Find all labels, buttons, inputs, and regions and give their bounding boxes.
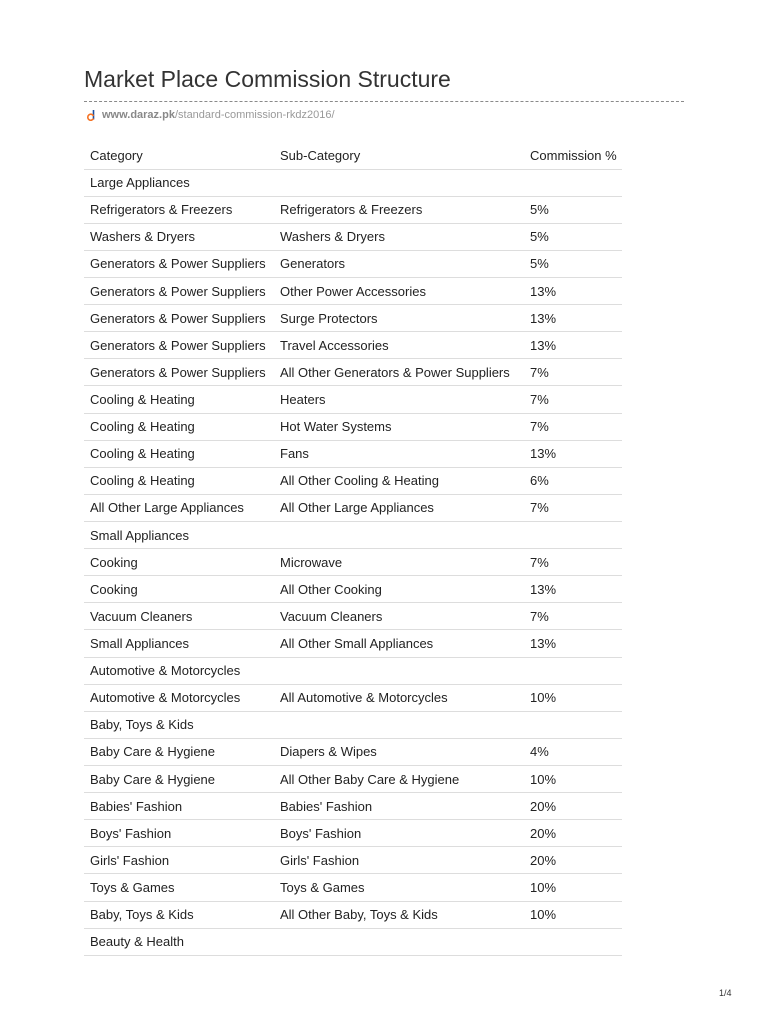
table-row xyxy=(84,359,622,386)
commission-cell xyxy=(524,711,622,738)
table-row xyxy=(84,332,622,359)
sub-category-cell: Travel Accessories xyxy=(274,332,524,359)
sub-category-cell: Boys' Fashion xyxy=(274,820,524,847)
table-row xyxy=(84,440,622,467)
sub-category-cell: Babies' Fashion xyxy=(274,793,524,820)
commission-cell: 13% xyxy=(524,630,622,657)
table-row xyxy=(84,223,622,250)
category-cell: Refrigerators & Freezers xyxy=(84,196,274,223)
category-cell: Automotive & Motorcycles xyxy=(84,657,274,684)
table-row xyxy=(84,901,622,928)
commission-cell: 20% xyxy=(524,793,622,820)
source-domain[interactable]: www.daraz.pk xyxy=(102,109,175,121)
category-cell: Baby Care & Hygiene xyxy=(84,766,274,793)
table-row xyxy=(84,820,622,847)
category-cell: Toys & Games xyxy=(84,874,274,901)
table-header-row xyxy=(84,142,622,169)
table-row xyxy=(84,305,622,332)
category-cell: Cooling & Heating xyxy=(84,467,274,494)
sub-category-cell xyxy=(274,711,524,738)
category-cell: Large Appliances xyxy=(84,169,274,196)
commission-cell: 13% xyxy=(524,332,622,359)
category-cell: Cooking xyxy=(84,549,274,576)
sub-category-cell: Refrigerators & Freezers xyxy=(274,196,524,223)
table-row xyxy=(84,874,622,901)
category-cell: Generators & Power Suppliers xyxy=(84,250,274,277)
category-cell: Babies' Fashion xyxy=(84,793,274,820)
commission-cell: 5% xyxy=(524,196,622,223)
table-row xyxy=(84,793,622,820)
category-cell: Boys' Fashion xyxy=(84,820,274,847)
sub-category-cell: All Other Cooling & Heating xyxy=(274,467,524,494)
source-path[interactable]: /standard-commission-rkdz2016/ xyxy=(174,109,335,121)
header-category: Category xyxy=(84,142,274,169)
sub-category-cell xyxy=(274,657,524,684)
commission-cell: 5% xyxy=(524,223,622,250)
table-row xyxy=(84,494,622,521)
sub-category-cell: All Other Small Appliances xyxy=(274,630,524,657)
sub-category-cell xyxy=(274,169,524,196)
commission-cell: 7% xyxy=(524,359,622,386)
commission-cell: 10% xyxy=(524,874,622,901)
category-cell: Automotive & Motorcycles xyxy=(84,684,274,711)
commission-cell: 10% xyxy=(524,901,622,928)
header-sub-category: Sub-Category xyxy=(274,142,524,169)
header-commission: Commission % xyxy=(524,142,622,169)
category-cell: Cooling & Heating xyxy=(84,440,274,467)
table-row xyxy=(84,657,622,684)
category-cell: Generators & Power Suppliers xyxy=(84,332,274,359)
commission-cell xyxy=(524,169,622,196)
category-cell: Washers & Dryers xyxy=(84,223,274,250)
commission-cell: 4% xyxy=(524,738,622,765)
commission-cell xyxy=(524,657,622,684)
sub-category-cell: Diapers & Wipes xyxy=(274,738,524,765)
sub-category-cell: All Other Generators & Power Suppliers xyxy=(274,359,524,386)
commission-cell: 7% xyxy=(524,603,622,630)
category-cell: Cooking xyxy=(84,576,274,603)
table-row xyxy=(84,711,622,738)
sub-category-cell: Microwave xyxy=(274,549,524,576)
table-row xyxy=(84,169,622,196)
sub-category-cell: Heaters xyxy=(274,386,524,413)
commission-cell: 20% xyxy=(524,847,622,874)
commission-cell: 13% xyxy=(524,440,622,467)
sub-category-cell: All Other Baby, Toys & Kids xyxy=(274,901,524,928)
source-line xyxy=(86,108,335,122)
table-row xyxy=(84,549,622,576)
table-row xyxy=(84,278,622,305)
sub-category-cell: All Automotive & Motorcycles xyxy=(274,684,524,711)
sub-category-cell: Fans xyxy=(274,440,524,467)
sub-category-cell: Toys & Games xyxy=(274,874,524,901)
category-cell: Small Appliances xyxy=(84,522,274,549)
sub-category-cell: All Other Baby Care & Hygiene xyxy=(274,766,524,793)
category-cell: Generators & Power Suppliers xyxy=(84,359,274,386)
table-row xyxy=(84,847,622,874)
category-cell: Small Appliances xyxy=(84,630,274,657)
category-cell: Girls' Fashion xyxy=(84,847,274,874)
sub-category-cell: Girls' Fashion xyxy=(274,847,524,874)
sub-category-cell: Surge Protectors xyxy=(274,305,524,332)
sub-category-cell: Vacuum Cleaners xyxy=(274,603,524,630)
sub-category-cell: Washers & Dryers xyxy=(274,223,524,250)
table-row xyxy=(84,196,622,223)
sub-category-cell: Other Power Accessories xyxy=(274,278,524,305)
page-title: Market Place Commission Structure xyxy=(84,66,451,92)
category-cell: Baby, Toys & Kids xyxy=(84,901,274,928)
commission-cell: 7% xyxy=(524,494,622,521)
table-row xyxy=(84,522,622,549)
commission-cell: 7% xyxy=(524,413,622,440)
table-row xyxy=(84,630,622,657)
commission-cell: 5% xyxy=(524,250,622,277)
table-row xyxy=(84,467,622,494)
sub-category-cell: All Other Cooking xyxy=(274,576,524,603)
category-cell: Beauty & Health xyxy=(84,928,274,955)
category-cell: Baby Care & Hygiene xyxy=(84,738,274,765)
commission-cell: 13% xyxy=(524,278,622,305)
table-row xyxy=(84,413,622,440)
commission-cell: 7% xyxy=(524,549,622,576)
commission-table xyxy=(84,142,622,956)
category-cell: Generators & Power Suppliers xyxy=(84,305,274,332)
commission-cell: 10% xyxy=(524,766,622,793)
commission-cell: 20% xyxy=(524,820,622,847)
sub-category-cell: All Other Large Appliances xyxy=(274,494,524,521)
sub-category-cell: Generators xyxy=(274,250,524,277)
sub-category-cell xyxy=(274,928,524,955)
commission-cell: 6% xyxy=(524,467,622,494)
table-row xyxy=(84,738,622,765)
page-number: 1/4 xyxy=(719,988,732,998)
title-divider xyxy=(84,101,684,102)
category-cell: Generators & Power Suppliers xyxy=(84,278,274,305)
commission-cell: 10% xyxy=(524,684,622,711)
daraz-logo-icon xyxy=(86,109,95,121)
commission-cell: 13% xyxy=(524,576,622,603)
table-row xyxy=(84,766,622,793)
commission-cell xyxy=(524,522,622,549)
category-cell: Cooling & Heating xyxy=(84,413,274,440)
commission-cell xyxy=(524,928,622,955)
commission-cell: 7% xyxy=(524,386,622,413)
category-cell: Vacuum Cleaners xyxy=(84,603,274,630)
table-row xyxy=(84,250,622,277)
table-row xyxy=(84,603,622,630)
category-cell: Cooling & Heating xyxy=(84,386,274,413)
sub-category-cell: Hot Water Systems xyxy=(274,413,524,440)
sub-category-cell xyxy=(274,522,524,549)
category-cell: All Other Large Appliances xyxy=(84,494,274,521)
category-cell: Baby, Toys & Kids xyxy=(84,711,274,738)
table-row xyxy=(84,386,622,413)
table-row xyxy=(84,576,622,603)
commission-cell: 13% xyxy=(524,305,622,332)
table-row xyxy=(84,684,622,711)
table-row xyxy=(84,928,622,955)
